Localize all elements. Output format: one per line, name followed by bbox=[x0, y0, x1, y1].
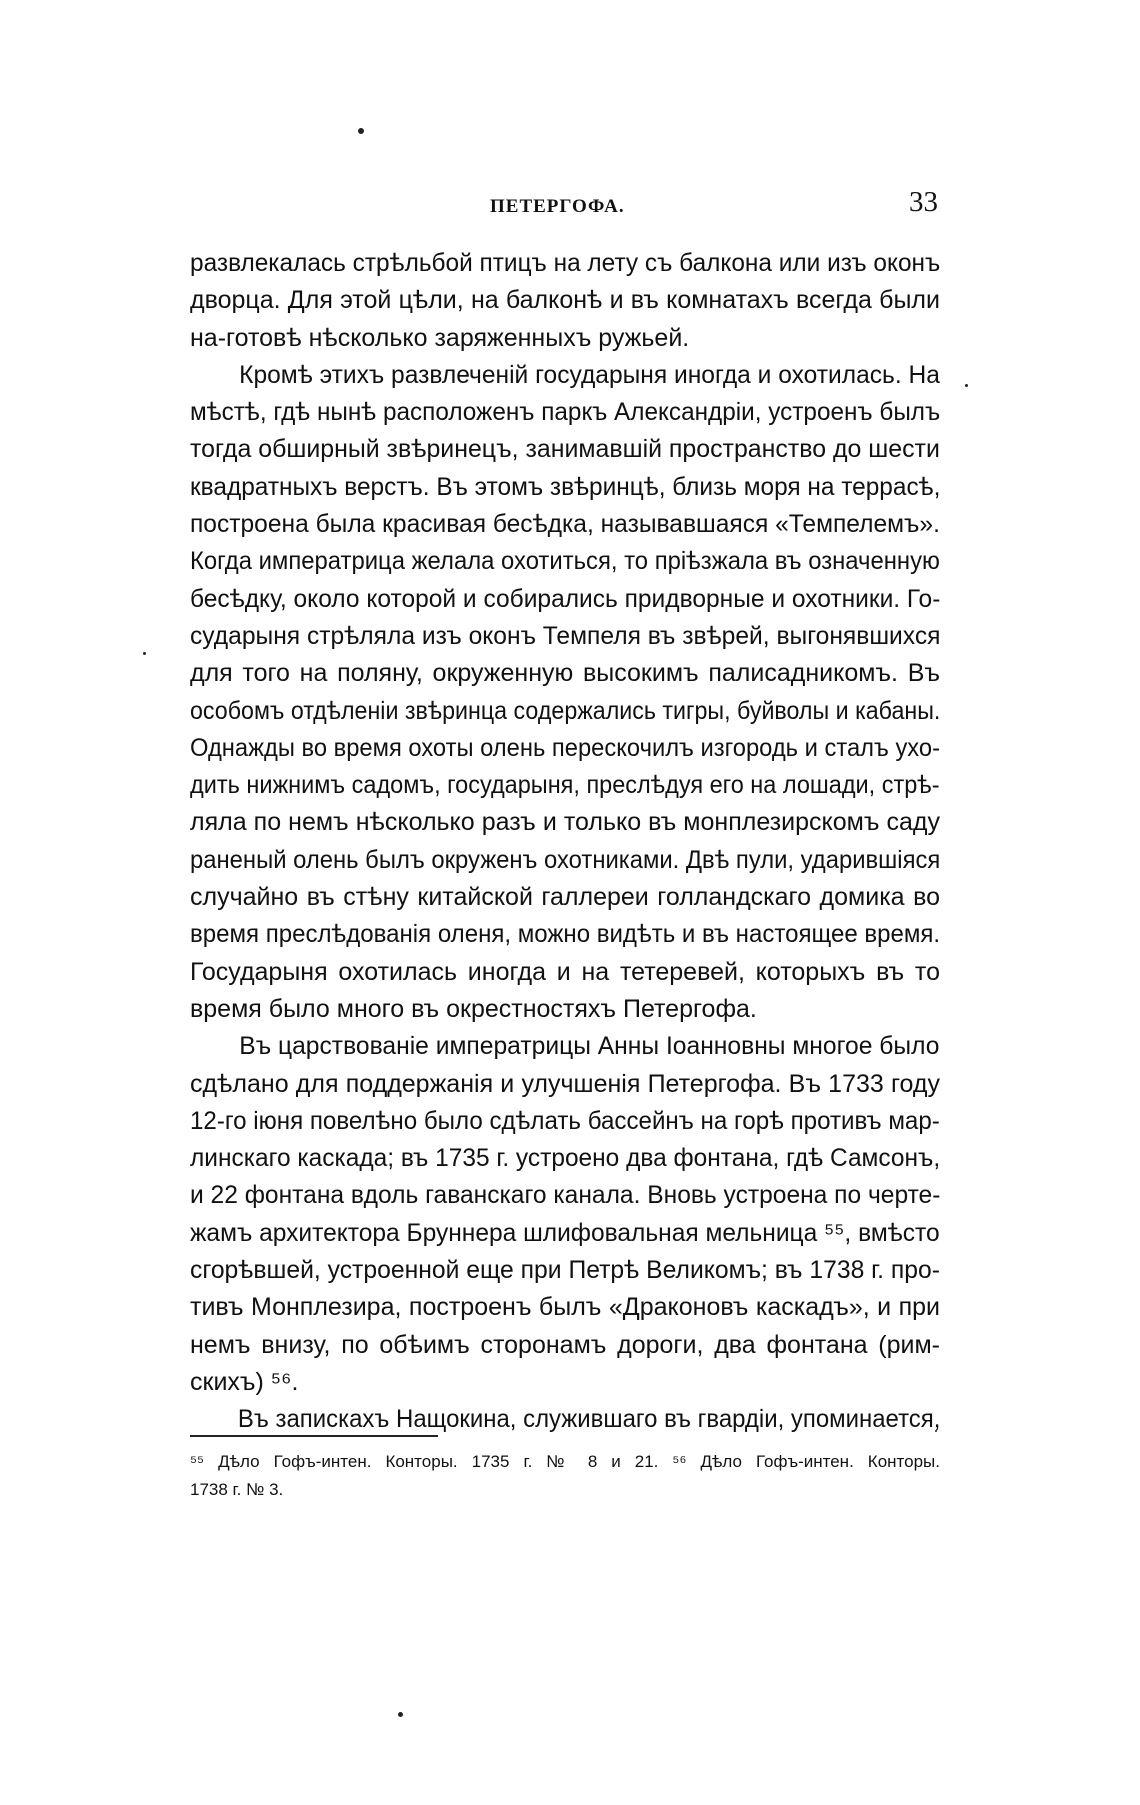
text-line: мѣстѣ, гдѣ нынѣ расположенъ паркъ Александріи, устроенъ былъ bbox=[190, 398, 941, 427]
text-line: Кромѣ этихъ развлеченій государыня иногда и охотилась. На bbox=[239, 360, 940, 389]
text-line: построена была красивая бесѣдка, называвшаяся «Темпелемъ». bbox=[190, 510, 940, 539]
running-head bbox=[190, 186, 940, 226]
text-line: бесѣдку, около которой и собирались придворные и охотники. Го- bbox=[190, 584, 941, 613]
text-line: Когда императрица желала охотиться, то пріѣзжала въ означенную bbox=[190, 547, 940, 576]
text-line: Государыня охотилась иногда и на тетеревей, которыхъ въ то bbox=[190, 957, 940, 986]
text-line: время преслѣдованія оленя, можно видѣть и въ настоящее время. bbox=[190, 920, 941, 949]
text-line: немъ внизу, по обѣимъ сторонамъ дороги, два фонтана (рим- bbox=[190, 1330, 940, 1359]
page-number: 33 bbox=[909, 186, 938, 218]
footnote-rule bbox=[190, 1435, 438, 1437]
text-line: ляла по немъ нѣсколько разъ и только въ монплезирскомъ саду bbox=[190, 808, 940, 837]
dust-speck bbox=[143, 652, 146, 655]
text-line: сгорѣвшей, устроенной еще при Петрѣ Великомъ; въ 1738 г. про- bbox=[190, 1256, 940, 1285]
text-line: Однажды во время охоты олень перескочилъ изгородь и сталъ ухо- bbox=[190, 733, 941, 762]
text-line: 12-го іюня повелѣно было сдѣлать бассейнъ на горѣ противъ мар- bbox=[190, 1106, 940, 1135]
text-line: тогда обширный звѣринецъ, занимавшій пространство до шести bbox=[190, 435, 940, 464]
text-line: для того на поляну, окруженную высокимъ палисадникомъ. Въ bbox=[190, 659, 940, 688]
text-line: квадратныхъ верстъ. Въ этомъ звѣринцѣ, близь моря на террасѣ, bbox=[190, 472, 941, 501]
text-line: дить нижнимъ садомъ, государыня, преслѣдуя его на лошади, стрѣ- bbox=[190, 771, 940, 800]
body-text bbox=[190, 245, 940, 1439]
text-line: время было много въ окрестностяхъ Петергофа. bbox=[190, 994, 757, 1023]
text-line: жамъ архитектора Бруннера шлифовальная мельница ⁵⁵, вмѣсто bbox=[190, 1218, 940, 1247]
footnote-line: ⁵⁵ Дѣло Гофъ-интен. Конторы. 1735 г. № 8 и 21. ⁵⁶ Дѣло Гофъ-интен. Конторы. bbox=[190, 1452, 940, 1471]
text-line: случайно въ стѣну китайской галлереи голландскаго домика во bbox=[190, 883, 940, 912]
dust-speck bbox=[965, 384, 968, 387]
footnote-line: 1738 г. № 3. bbox=[190, 1480, 284, 1499]
text-line: Въ царствованіе императрицы Анны Іоанновны многое было bbox=[239, 1032, 940, 1061]
dust-speck bbox=[398, 1712, 403, 1717]
text-line: особомъ отдѣленіи звѣринца содержались тигры, буйволы и кабаны. bbox=[190, 696, 941, 725]
text-line: скихъ) ⁵⁶. bbox=[190, 1367, 299, 1396]
text-line: раненый олень былъ окруженъ охотниками. Двѣ пули, ударившіяся bbox=[190, 845, 941, 874]
running-title: ПЕТЕРГОФА. bbox=[490, 196, 625, 217]
text-line: развлекалась стрѣльбой птицъ на лету съ балкона или изъ оконъ bbox=[190, 249, 941, 277]
text-line: сдѣлано для поддержанія и улучшенія Петергофа. Въ 1733 году bbox=[190, 1069, 940, 1098]
footnotes bbox=[190, 1448, 940, 1504]
text-line: тивъ Монплезира, построенъ былъ «Драконовъ каскадъ», и при bbox=[190, 1293, 940, 1322]
text-line: Въ запискахъ Нащокина, служившаго въ гвардіи, упоминается, bbox=[237, 1405, 941, 1434]
text-line: дворца. Для этой цѣли, на балконѣ и въ комнатахъ всегда были bbox=[190, 286, 940, 315]
text-line: на-готовѣ нѣсколько заряженныхъ ружьей. bbox=[190, 323, 690, 352]
dust-speck bbox=[358, 128, 364, 134]
text-line: сударыня стрѣляла изъ оконъ Темпеля въ звѣрей, выгонявшихся bbox=[190, 621, 941, 650]
text-line: и 22 фонтана вдоль гаванскаго канала. Вновь устроена по черте- bbox=[190, 1181, 941, 1210]
text-line: линскаго каскада; въ 1735 г. устроено два фонтана, гдѣ Самсонъ, bbox=[190, 1144, 941, 1173]
